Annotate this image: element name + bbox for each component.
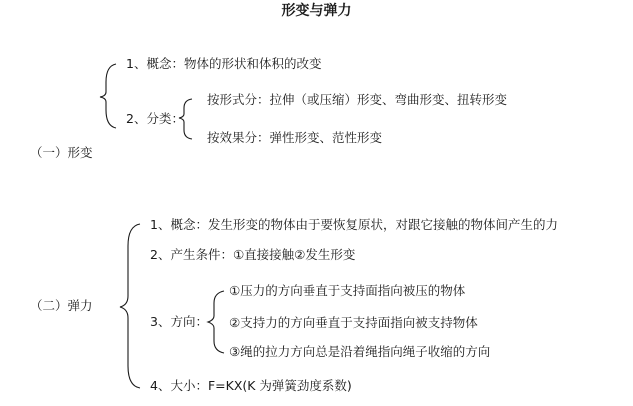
direction-item-2: ②支持力的方向垂直于支持面指向被支持物体	[229, 315, 478, 330]
page-title: 形变与弹力	[281, 3, 352, 19]
deformation-heading: （一）形变	[30, 145, 93, 160]
elastic-force-concept: 1、概念：发生形变的物体由于要恢复原状，对跟它接触的物体间产生的力	[150, 217, 558, 232]
elastic-force-conditions: 2、产生条件：①直接接触②发生形变	[150, 247, 356, 262]
direction-label: 3、方向：	[150, 314, 208, 329]
direction-item-3: ③绳的拉力方向总是沿着绳指向绳子收缩的方向	[229, 344, 491, 359]
direction-brace	[208, 291, 224, 353]
classification-by-effect: 按效果分：弹性形变、范性形变	[207, 130, 383, 145]
deformation-concept: 1、概念：物体的形状和体积的改变	[126, 56, 322, 71]
direction-item-1: ①压力的方向垂直于支持面指向被压的物体	[229, 283, 466, 298]
elastic-force-brace	[120, 224, 140, 388]
classification-by-form: 按形式分：拉伸（或压缩）形变、弯曲形变、扭转形变	[207, 92, 508, 107]
classification-label: 2、分类：	[126, 111, 184, 126]
elastic-force-heading: （二）弹力	[30, 298, 93, 313]
deformation-brace	[100, 64, 116, 128]
elastic-force-magnitude: 4、大小：F=KX(K 为弹簧劲度系数)	[150, 378, 352, 393]
